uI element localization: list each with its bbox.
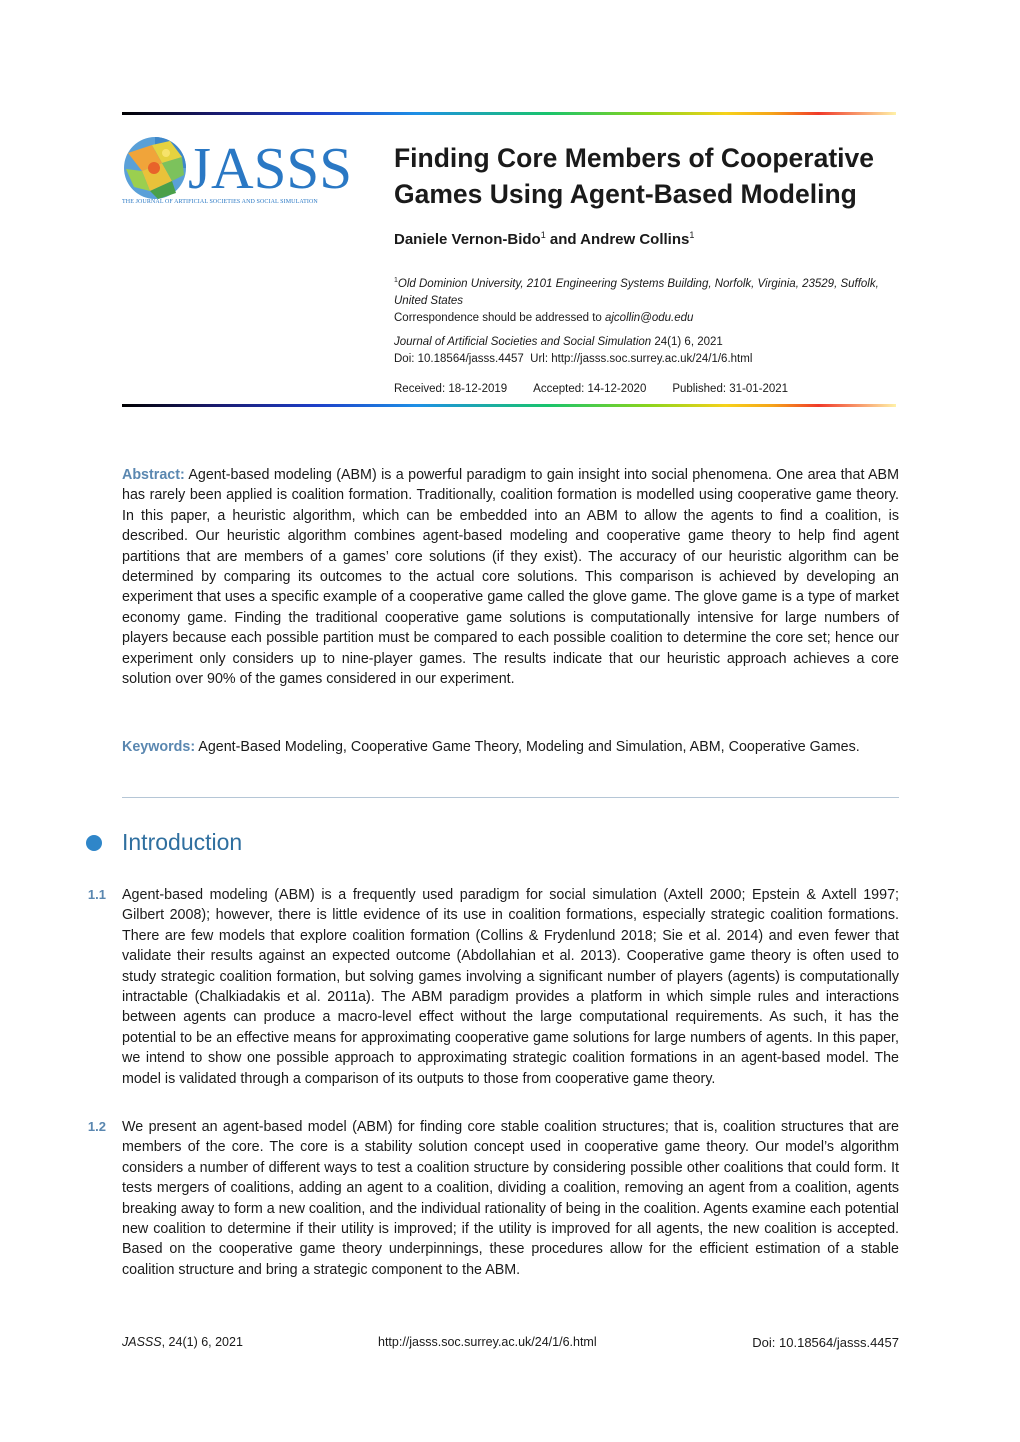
journal-volume: 24(1) 6, 2021 [651,336,723,348]
correspondence-prefix: Correspondence should be addressed to [394,311,605,324]
footer-url-link[interactable]: http://jasss.soc.surrey.ac.uk/24/1/6.html [378,1335,597,1349]
article-title: Finding Core Members of Cooperative Games Using Agent-Based Modeling [394,143,875,209]
paragraph-number: 1.2 [87,1119,106,1134]
page-footer [122,1335,899,1355]
footer-journal-abbrev: JASSS [122,1335,162,1349]
abstract [122,465,899,689]
abstract-label: Abstract: [122,467,185,483]
received-date: Received: 18-12-2019 [394,383,508,395]
header-bottom-rule [122,404,896,407]
doi-url-line[interactable]: Doi: 10.18564/jasss.4457 Url: http://jasss.soc.surrey.ac.uk/24/1/6.html [394,353,753,365]
footer-doi: Doi: 10.18564/jasss.4457 [752,1335,899,1350]
keywords [122,737,899,757]
journal-block [394,334,894,368]
jasss-tagline: THE JOURNAL OF ARTIFICIAL SOCIETIES AND SOCIAL SIMULATION [122,199,318,205]
paragraph: We present an agent-based model (ABM) for finding core stable coalition structures; that is, coalition structures that are members of the core. The core is a stability solution concept used in cooperative game theory. Our model’s algorithm considers a number of different ways to test a coalition structure by considering possible other coalitions that could form. It tests mergers of coalitions, adding an agent to a coalition, dividing a coalition, removing an agent from a coalition, agents breaking away to form a new coalition, and the individual rationality of being in the coalition. Agents examine each potential new coalition to determine if their utility is improved; if the utility is improved for all agents, the new coalition is accepted. Based on the cooperative game theory underpinnings, these procedures allow for the efficient estimation of a stable coalition structure and bring a strategic component to the ABM. [122,1119,899,1278]
jasss-wordmark: JASSS [188,135,353,201]
dates-line [394,381,894,398]
author-name: Daniele Vernon-Bido [394,231,541,248]
published-date: Published: 31-01-2021 [672,383,789,395]
abstract-text: Agent-based modeling (ABM) is a powerful paradigm to gain insight into social phenomena. One area that ABM has rarely been applied is coalition formation. Traditionally, coalition formation is modelled using cooperative game theory. In this paper, a heuristic algorithm, which can be embedded into an ABM to allow the agents to find a coalition, is described. Our heuristic algorithm combines agent-based modeling and cooperative game theory to help find agent partitions that are members of a games’ core solutions (if they exist). The accuracy of our heuristic algorithm can be determined by comparing its outcomes to the actual core solutions. This comparison is achieved by developing an experiment that uses a specific example of a cooperative game called the glove game. The glove game is a type of market economy game. Finding the traditional cooperative game solutions is computationally intensive for large numbers of players because each possible partition must be compared to each possible coalition to determine the core set; hence our experiment only considers up to nine-player games. The results indicate that our heuristic approach achieves a core solution over 90% of the games considered in our experiment. [122,467,899,688]
footer-volume: , 24(1) 6, 2021 [161,1335,243,1349]
author-list [394,230,694,248]
correspondence-email-link[interactable]: ajcollin@odu.edu [604,311,694,324]
footer-citation [122,1335,243,1349]
keywords-text: Agent-Based Modeling, Cooperative Game Theory, Modeling and Simulation, ABM, Cooperative Games. [198,739,860,755]
paragraph-number: 1.1 [87,887,106,902]
affiliation-block [394,272,894,327]
affiliation-mark: 1 [394,277,398,284]
jasss-logo [122,135,356,210]
accepted-date: Accepted: 14-12-2020 [533,383,647,395]
affiliation-text: Old Dominion University, 2101 Engineering Systems Building, Norfolk, Virginia, 23529, Suffolk, United States [394,277,879,307]
keywords-label: Keywords: [122,739,196,755]
paragraph: Agent-based modeling (ABM) is a frequently used paradigm for social simulation (Axtell 2000; Epstein & Axtell 1997; Gilbert 2008); however, there is little evidence of its use in coalition formations, especially strategic coalition formations. There are few models that explore coalition formation (Collins & Frydenlund 2018; Sie et al. 2014) and even fewer that validate their results against an expected outcome (Abdollahian et al. 2013). Cooperative game theory is often used to study strategic coalition formation, but solving games involving a significant number of players (agents) is computationally intractable (Chalkiadakis et al. 2011a). The ABM paradigm provides a platform in which simple rules and interactions between agents can produce a macro-level effect without the large computational requirements. As such, it has the potential to be an effective means for approximating cooperative game solutions for large numbers of agents. In this paper, we intend to show one possible approach to approximating strategic coalition formations in an agent-based model. The model is validated through a comparison of its outputs to those from cooperative game theory. [122,887,899,1087]
section-title: Introduction [122,829,243,855]
journal-name: Journal of Artificial Societies and Social Simulation [394,336,652,348]
author-affil-mark: 1 [689,230,695,240]
author-joiner: and [545,231,581,248]
section-bullet-icon [86,835,102,851]
header-top-rule [122,112,896,115]
author-affil-mark: 1 [540,230,546,240]
section-divider [122,797,899,798]
author-name: Andrew Collins [580,231,690,248]
jasss-logo-mosaic [122,135,188,201]
